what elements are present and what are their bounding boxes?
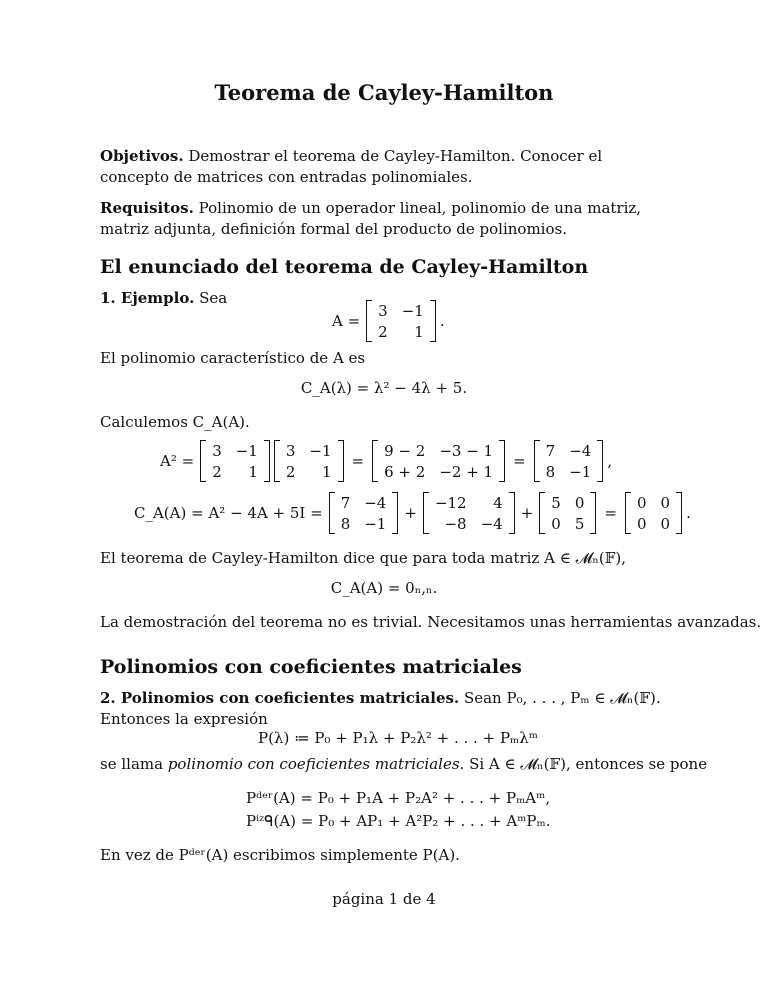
requisitos-label: Requisitos. xyxy=(100,199,194,217)
objetivos-paragraph xyxy=(100,146,672,188)
matrix-cell: 0 xyxy=(636,514,647,533)
matrix-cell: 0 xyxy=(574,493,585,512)
definition-2-paragraph xyxy=(100,688,672,730)
requisitos-paragraph xyxy=(100,198,672,240)
matrix-cell: −12 xyxy=(434,493,467,512)
matrix-cell: 3 xyxy=(378,301,388,320)
matrix-cell: 0 xyxy=(551,514,561,533)
matrix-cell: −3 − 1 xyxy=(439,441,494,460)
matrix-cell: 6 + 2 xyxy=(384,462,426,481)
called-post: . Si A ∈ 𝓜ₙ(𝔽), entonces se pone xyxy=(459,755,708,773)
matrix-cell: −1 xyxy=(235,441,258,460)
calc-intro: Calculemos C_A(A). xyxy=(100,413,250,431)
ca-of-a-equation xyxy=(134,492,691,534)
matrix-cell: 8 xyxy=(340,514,351,533)
a-squared-equation xyxy=(160,440,612,482)
char-poly-equation: C_A(λ) = λ² − 4λ + 5. xyxy=(300,379,468,397)
page-title: Teorema de Cayley-Hamilton xyxy=(214,80,554,105)
matrix-a-lhs: A = xyxy=(332,312,361,330)
ca-lhs: C_A(A) = A² − 4A + 5I = xyxy=(134,504,323,522)
section-heading-polinomios: Polinomios con coeficientes matriciales xyxy=(100,656,522,678)
matrix-cell: 5 xyxy=(574,514,585,533)
section-heading-enunciado: El enunciado del teorema de Cayley-Hamilton xyxy=(100,256,589,278)
matrix-cell: 1 xyxy=(321,462,332,481)
matrix-cell: −1 xyxy=(401,301,424,320)
poly-intro: El polinomio característico de A es xyxy=(100,349,366,367)
a2-tail: , xyxy=(607,452,613,470)
matrix-polynomial-definition: P(λ) ≔ P₀ + P₁λ + P₂λ² + . . . + Pₘλᵐ xyxy=(258,729,538,747)
equals-sign: = xyxy=(351,452,365,470)
matrix-cell: 1 xyxy=(414,322,424,341)
matrix-cell: 0 xyxy=(660,493,671,512)
called-term: polinomio con coeficientes matriciales xyxy=(167,755,460,773)
requisitos-text: Polinomio de un operador lineal, polinomio de una matriz, matriz adjunta, definición formal del producto de polinomios. xyxy=(100,199,642,238)
matrix-cell: 2 xyxy=(212,462,222,481)
matrix-cell: 9 − 2 xyxy=(384,441,426,460)
equals-sign: = xyxy=(513,452,526,470)
matrix-cell: 0 xyxy=(660,514,671,533)
matrix-cell: −8 xyxy=(444,514,467,533)
en-vez-line: En vez de Pᵈᵉʳ(A) escribimos simplemente P(A). xyxy=(100,846,460,864)
nontrivial-remark: La demostración del teorema no es trivial. Necesitamos unas herramientas avanzadas. xyxy=(100,613,762,631)
matrix-cell: 7 xyxy=(545,441,556,460)
plus-sign: + xyxy=(404,504,417,522)
matrix-cell: 2 xyxy=(285,462,296,481)
p-izq-equation: Pⁱᶻᑫ(A) = P₀ + AP₁ + A²P₂ + . . . + AᵐPₘ. xyxy=(246,812,551,830)
matrix-cell: 0 xyxy=(636,493,647,512)
p-der-equation: Pᵈᵉʳ(A) = P₀ + P₁A + P₂A² + . . . + PₘAᵐ, xyxy=(246,789,551,807)
ca-tail: . xyxy=(686,504,691,522)
definition-2-text: Sean P₀, . . . , Pₘ ∈ 𝓜ₙ(𝔽). Entonces la expresión xyxy=(100,689,661,728)
matrix-cell: 3 xyxy=(285,441,296,460)
matrix-a-tail: . xyxy=(439,312,445,330)
called-pre: se llama xyxy=(100,755,164,773)
matrix-a-definition xyxy=(332,300,445,342)
ejemplo-text: Sea xyxy=(199,289,228,307)
matrix-cell: −1 xyxy=(309,441,332,460)
matrix-cell: 1 xyxy=(248,462,258,481)
matrix-cell: 3 xyxy=(212,441,222,460)
ejemplo-line xyxy=(100,289,227,307)
matrix-cell: −1 xyxy=(569,462,592,481)
matrix-cell: −4 xyxy=(364,493,387,512)
definition-2-label: 2. Polinomios con coeficientes matriciales. xyxy=(100,689,460,707)
theorem-equation: C_A(A) = 0ₙ,ₙ. xyxy=(330,579,438,597)
ejemplo-label: 1. Ejemplo. xyxy=(100,289,195,307)
plus-sign: + xyxy=(520,504,534,522)
objetivos-label: Objetivos. xyxy=(100,147,184,165)
matrix-cell: 2 xyxy=(378,322,388,341)
theorem-statement: El teorema de Cayley-Hamilton dice que para toda matriz A ∈ 𝓜ₙ(𝔽), xyxy=(100,549,626,567)
page-number: página 1 de 4 xyxy=(332,890,436,908)
matrix-cell: 7 xyxy=(340,493,351,512)
matrix-cell: 8 xyxy=(545,462,556,481)
matrix-cell: −2 + 1 xyxy=(439,462,494,481)
matrix-cell: 4 xyxy=(493,493,503,512)
objetivos-text: Demostrar el teorema de Cayley-Hamilton. Conocer el concepto de matrices con entradas polinomiales. xyxy=(100,147,603,186)
a2-lhs: A² = xyxy=(160,452,195,470)
matrix-cell: −1 xyxy=(364,514,387,533)
matrix-cell: −4 xyxy=(480,514,503,533)
equals-sign: = xyxy=(604,504,617,522)
called-line xyxy=(100,755,707,773)
matrix-cell: −4 xyxy=(569,441,592,460)
matrix-cell: 5 xyxy=(551,493,561,512)
